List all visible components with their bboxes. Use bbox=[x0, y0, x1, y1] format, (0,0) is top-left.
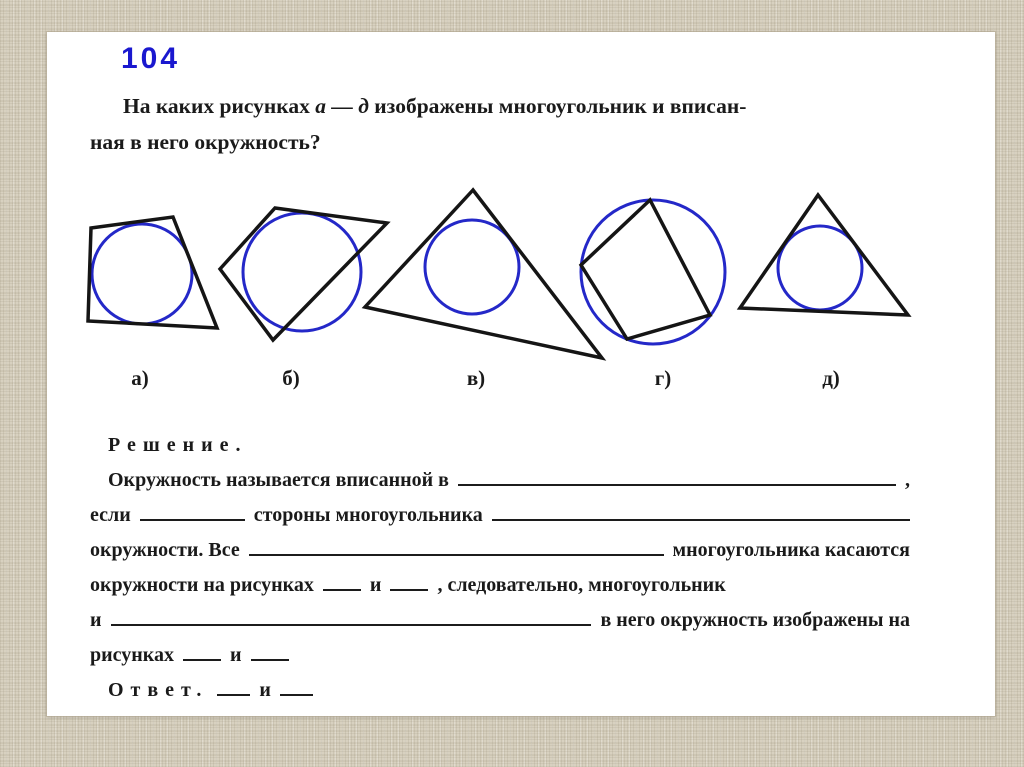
problem-statement bbox=[90, 88, 920, 160]
solution-text: окружности на рисунках bbox=[90, 574, 314, 596]
solution-text: многоугольника касаются bbox=[672, 539, 910, 561]
solution-text: , следовательно, многоугольник bbox=[437, 574, 726, 596]
solution-text: и bbox=[259, 679, 271, 701]
worksheet-page bbox=[47, 32, 995, 716]
blank-field bbox=[251, 659, 289, 661]
solution-line bbox=[90, 644, 910, 679]
blank-field bbox=[183, 659, 221, 661]
figure-label-v: в) bbox=[466, 366, 486, 390]
blank-field bbox=[111, 624, 592, 626]
figure-circle-4 bbox=[581, 200, 725, 344]
solution-text: и bbox=[369, 574, 382, 596]
blank-field bbox=[458, 484, 896, 486]
figure-label-d: д) bbox=[822, 366, 840, 390]
blank-field bbox=[280, 694, 313, 696]
solution-text: рисунках bbox=[90, 644, 175, 666]
solution-text: Решение. bbox=[108, 434, 248, 456]
solution-line bbox=[90, 679, 910, 714]
solution-line bbox=[90, 504, 910, 539]
problem-text-part: изображены многоугольник и вписан- bbox=[368, 94, 747, 118]
figure-circle-1 bbox=[92, 224, 192, 324]
problem-statement-line1 bbox=[90, 88, 920, 124]
solution-text: , bbox=[905, 469, 910, 491]
figure-label-a: а) bbox=[131, 366, 149, 390]
solution-text: и bbox=[90, 609, 102, 631]
solution-text: окружности. Все bbox=[90, 539, 240, 561]
solution-line bbox=[90, 434, 910, 469]
blank-field bbox=[492, 519, 910, 521]
solution-text: и bbox=[230, 644, 242, 666]
solution-line bbox=[90, 574, 910, 609]
figures-drawing bbox=[47, 180, 995, 395]
solution-line bbox=[90, 539, 910, 574]
blank-field bbox=[249, 554, 664, 556]
solution-text: Окружность называется вписанной в bbox=[108, 469, 449, 491]
solution-text: стороны многоугольника bbox=[253, 504, 483, 526]
blank-field bbox=[323, 589, 361, 591]
blank-field bbox=[140, 519, 245, 521]
problem-statement-line2 bbox=[90, 124, 920, 160]
solution-text: в него окружность изображены на bbox=[600, 609, 910, 631]
problem-number: 104 bbox=[121, 42, 181, 75]
problem-text-part: ная в него окружность? bbox=[90, 130, 321, 154]
figure-label-g: г) bbox=[654, 366, 672, 390]
solution-section bbox=[90, 434, 910, 714]
figure-range-italic: а — д bbox=[315, 94, 369, 118]
blank-field bbox=[390, 589, 428, 591]
problem-text-part: На каких рисунках bbox=[123, 94, 310, 118]
solution-text: если bbox=[90, 504, 131, 526]
figure-label-b: б) bbox=[282, 366, 300, 390]
solution-text: Ответ. bbox=[108, 679, 209, 701]
figure-polygon-3 bbox=[365, 190, 602, 358]
figure-circle-2 bbox=[243, 213, 361, 331]
figure-polygon-5 bbox=[740, 195, 908, 315]
solution-line bbox=[90, 609, 910, 644]
solution-line bbox=[90, 469, 910, 504]
blank-field bbox=[217, 694, 250, 696]
